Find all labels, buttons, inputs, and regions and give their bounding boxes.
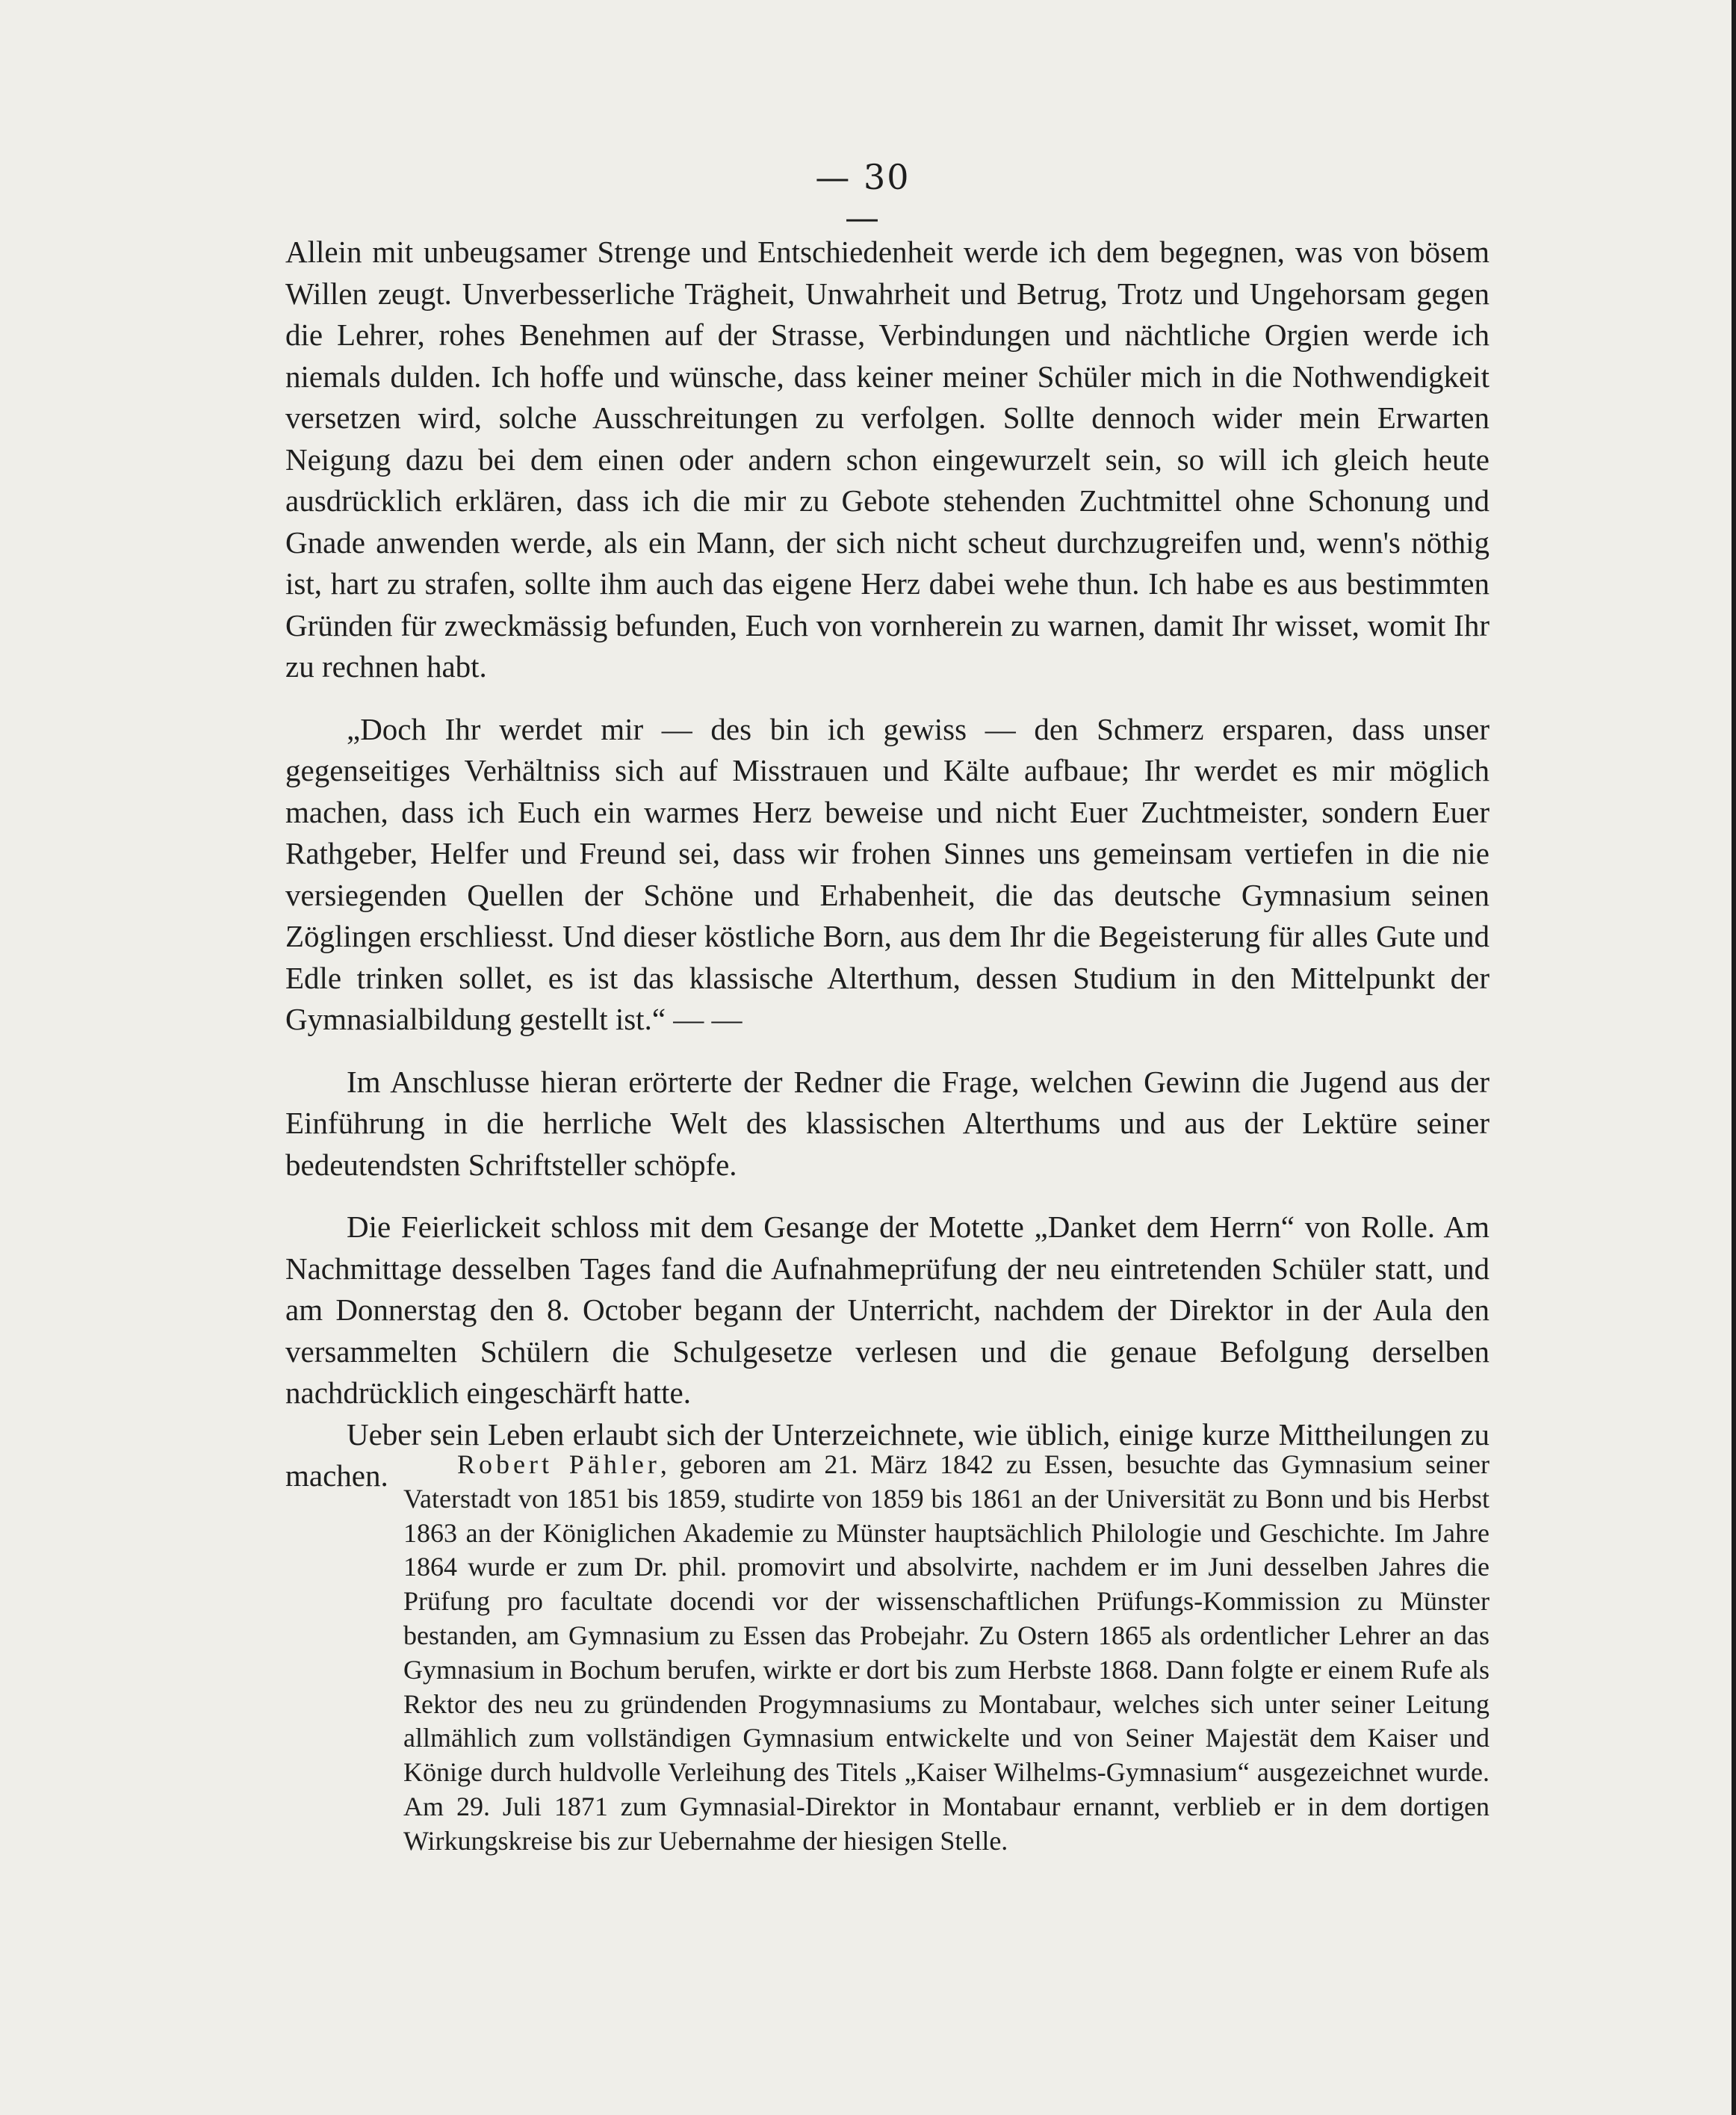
page-number: — 30 — bbox=[815, 157, 911, 238]
paragraph-hope: „Doch Ihr werdet mir — des bin ich gewiss — den Schmerz ersparen, dass unser gegenseitiges Verhältniss sich auf Misstrauen und Kälte aufbaue; Ihr werdet es mir möglich machen, dass ich Euch ein warmes Herz beweise und nicht Euer Zuchtmeister, sondern Euer Rathgeber, Helfer und Freund sei, dass wir frohen Sinnes uns gemeinsam vertiefen in die nie versiegenden Quellen der Schöne und Erhabenheit, die das deutsche Gymnasium seinen Zöglingen erschliesst. Und dieser köstliche Born, aus dem Ihr die Begeisterung für alles Gute und Edle trinken sollet, es ist das klassische Alterthum, dessen Studium in den Mittelpunkt der Gymnasialbildung gestellt ist.“ — — bbox=[285, 711, 1489, 1036]
biography-name: Robert Pähler bbox=[457, 1449, 660, 1479]
biography bbox=[403, 1448, 1489, 1859]
biography-text: , geboren am 21. März 1842 zu Essen, besuchte das Gymnasium seiner Vaterstadt von 1851 bis 1859, studirte von 1859 bis 1861 an der Universität zu Bonn und bis Herbst 1863 an der Königlichen Akademie zu Münster hauptsächlich Philologie und Geschichte. Im Jahre 1864 wurde er zum Dr. phil. promovirt und absolvirte, nachdem er im Juni desselben Jahres die Prüfung pro facultate docendi vor der wissenschaftlichen Prüfungs-Kommission zu Münster bestanden, am Gymnasium zu Essen das Probejahr. Zu Ostern 1865 als ordentlicher Lehrer an das Gymnasium in Bochum berufen, wirkte er dort bis zum Herbste 1868. Dann folgte er einem Rufe als Rektor des neu zu gründenden Progymnasiums zu Montabaur, welches sich unter seiner Leitung allmählich zum vollständigen Gymnasium entwickelte und von Seiner Majestät dem Kaiser und Könige durch huldvolle Verleihung des Titels „Kaiser Wilhelms-Gymnasium“ ausgezeichnet wurde. Am 29. Juli 1871 zum Gymnasial-Direktor in Montabaur ernannt, verblieb er in dem dortigen Wirkungskreise bis zur Uebernahme der hiesigen Stelle. bbox=[403, 1449, 1489, 1856]
paragraph-ceremony: Die Feierlickeit schloss mit dem Gesange der Motette „Danket dem Herrn“ von Rolle. Am Nachmittage desselben Tages fand die Aufnahmeprüfung der neu eintretenden Schüler statt, und am Donnerstag den 8. October begann der Unterricht, nachdem der Direktor in der Aula den versammelten Schülern die Schulgesetze verlesen und die genaue Befolgung derselben nachdrücklich eingeschärft hatte. bbox=[285, 1210, 1489, 1410]
paragraph-warning: Allein mit unbeugsamer Strenge und Entschiedenheit werde ich dem begegnen, was von bösem Willen zeugt. Unverbesserliche Trägheit, Unwahrheit und Betrug, Trotz und Ungehorsam gegen die Lehrer, rohes Benehmen auf der Strasse, Verbindungen und nächtliche Orgien werde ich niemals dulden. Ich hoffe und wünsche, dass keiner meiner Schüler mich in die Nothwendigkeit versetzen wird, solche Ausschreitungen zu verfolgen. Sollte dennoch wider mein Erwarten Neigung dazu bei dem einen oder andern schon eingewurzelt sein, so will ich gleich heute ausdrücklich erklären, dass ich die mir zu Gebote stehenden Zuchtmittel ohne Schonung und Gnade anwenden werde, als ein Mann, der sich nicht scheut durchzugreifen und, wenn's nöthig ist, hart zu strafen, sollte ihm auch das eigene Herz dabei wehe thun. Ich habe es aus bestimmten Gründen für zweckmässig befunden, Euch von vornherein zu warnen, damit Ihr wisset, womit Ihr zu rechnen habt. bbox=[285, 235, 1489, 684]
main-text bbox=[285, 232, 1489, 1497]
paragraph-speech-summary: Im Anschlusse hieran erörterte der Redner die Frage, welchen Gewinn die Jugend aus der Einführung in die herrliche Welt des klassischen Alterthums und aus der Lektüre seiner bedeutendsten Schriftsteller schöpfe. bbox=[285, 1064, 1489, 1182]
biography-paragraph bbox=[403, 1448, 1489, 1859]
paragraph-introduction: Ueber sein Leben erlaubt sich der Unterzeichnete, wie üblich, einige kurze Mittheilungen zu machen. bbox=[285, 1416, 1489, 1493]
